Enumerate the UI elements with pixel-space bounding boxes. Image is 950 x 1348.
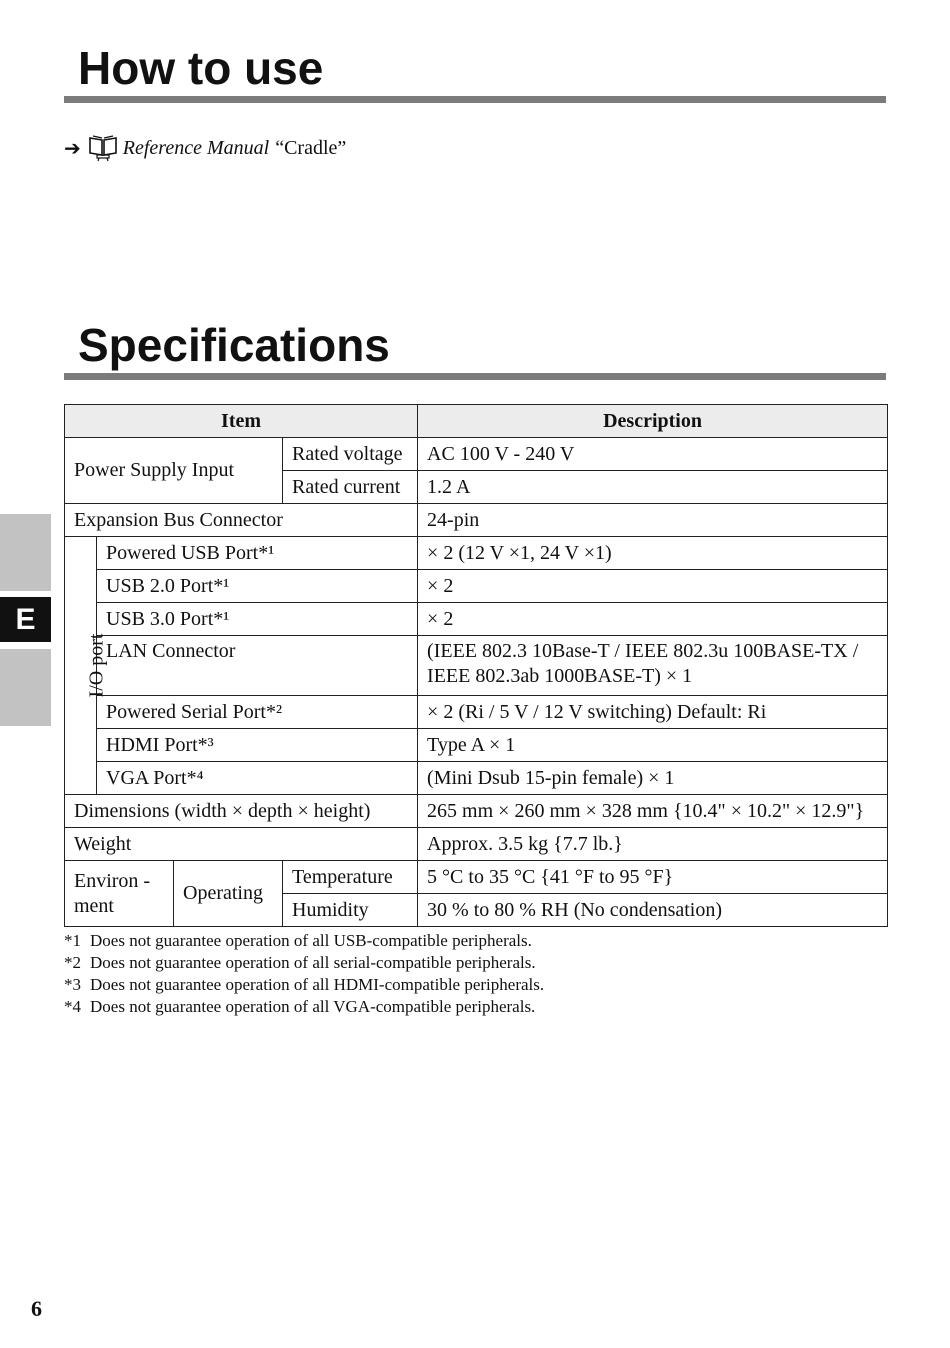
rated-voltage-label: Rated voltage [283, 438, 418, 471]
specifications-heading: Specifications [78, 319, 390, 371]
io-port-value: × 2 [418, 603, 888, 636]
table-row [65, 504, 888, 537]
io-port-value: × 2 (Ri / 5 V / 12 V switching) Default: Ri [418, 696, 888, 729]
io-port-name: Powered Serial Port*² [97, 696, 418, 729]
table-row [65, 570, 888, 603]
dimensions-label: Dimensions (width × depth × height) [65, 795, 418, 828]
reference-manual-title: Reference Manual [122, 136, 270, 159]
table-row [65, 861, 888, 894]
io-port-name: USB 2.0 Port*¹ [97, 570, 418, 603]
io-port-value: Type A × 1 [418, 729, 888, 762]
how-to-use-heading: How to use [78, 42, 324, 94]
table-row [65, 795, 888, 828]
rated-voltage-value: AC 100 V - 240 V [418, 438, 888, 471]
table-row [65, 438, 888, 471]
header-description: Description [418, 405, 888, 438]
table-header-row [65, 405, 888, 438]
temperature-value: 5 °C to 35 °C {41 °F to 95 °F} [418, 861, 888, 894]
side-tab-upper [0, 514, 51, 591]
reference-link[interactable] [64, 134, 346, 162]
header-item: Item [65, 405, 418, 438]
heading-rule [64, 96, 886, 103]
io-port-name: Powered USB Port*¹ [97, 537, 418, 570]
humidity-label: Humidity [283, 894, 418, 927]
table-row [65, 729, 888, 762]
io-port-name: LAN Connector [97, 636, 418, 696]
specifications-table [64, 404, 888, 927]
rated-current-value: 1.2 A [418, 471, 888, 504]
weight-value: Approx. 3.5 kg {7.7 lb.} [418, 828, 888, 861]
expansion-bus-value: 24-pin [418, 504, 888, 537]
io-port-value: (Mini Dsub 15-pin female) × 1 [418, 762, 888, 795]
rated-current-label: Rated current [283, 471, 418, 504]
table-row [65, 603, 888, 636]
io-port-name: USB 3.0 Port*¹ [97, 603, 418, 636]
table-row [65, 828, 888, 861]
table-row [65, 537, 888, 570]
footnotes [64, 930, 544, 1018]
reference-section: “Cradle” [275, 136, 347, 159]
power-supply-label: Power Supply Input [65, 438, 283, 504]
specifications-rule [64, 373, 886, 380]
expansion-bus-label: Expansion Bus Connector [65, 504, 418, 537]
side-tab-lower [0, 649, 51, 726]
arrow-right-icon: ➔ [64, 136, 81, 160]
environment-label: Environ - ment [65, 861, 174, 927]
io-port-value: × 2 (12 V ×1, 24 V ×1) [418, 537, 888, 570]
table-row [65, 696, 888, 729]
io-port-name: VGA Port*⁴ [97, 762, 418, 795]
io-port-label: I/O port [65, 537, 97, 795]
side-tab-e: E [0, 597, 51, 642]
operating-label: Operating [174, 861, 283, 927]
io-port-value: (IEEE 802.3 10Base-T / IEEE 802.3u 100BASE-TX / IEEE 802.3ab 1000BASE-T) × 1 [418, 636, 888, 696]
io-port-value: × 2 [418, 570, 888, 603]
table-row [65, 636, 888, 696]
io-port-name: HDMI Port*³ [97, 729, 418, 762]
table-row [65, 762, 888, 795]
dimensions-value: 265 mm × 260 mm × 328 mm {10.4" × 10.2" × 12.9"} [418, 795, 888, 828]
humidity-value: 30 % to 80 % RH (No condensation) [418, 894, 888, 927]
reference-manual-icon [87, 134, 119, 162]
footnote: *2 Does not guarantee operation of all serial-compatible peripherals. [64, 953, 536, 972]
footnote: *1 Does not guarantee operation of all USB-compatible peripherals. [64, 931, 532, 950]
page-number: 6 [31, 1296, 42, 1321]
footnote: *4 Does not guarantee operation of all VGA-compatible peripherals. [64, 997, 536, 1016]
footnote: *3 Does not guarantee operation of all HDMI-compatible peripherals. [64, 975, 545, 994]
weight-label: Weight [65, 828, 418, 861]
temperature-label: Temperature [283, 861, 418, 894]
